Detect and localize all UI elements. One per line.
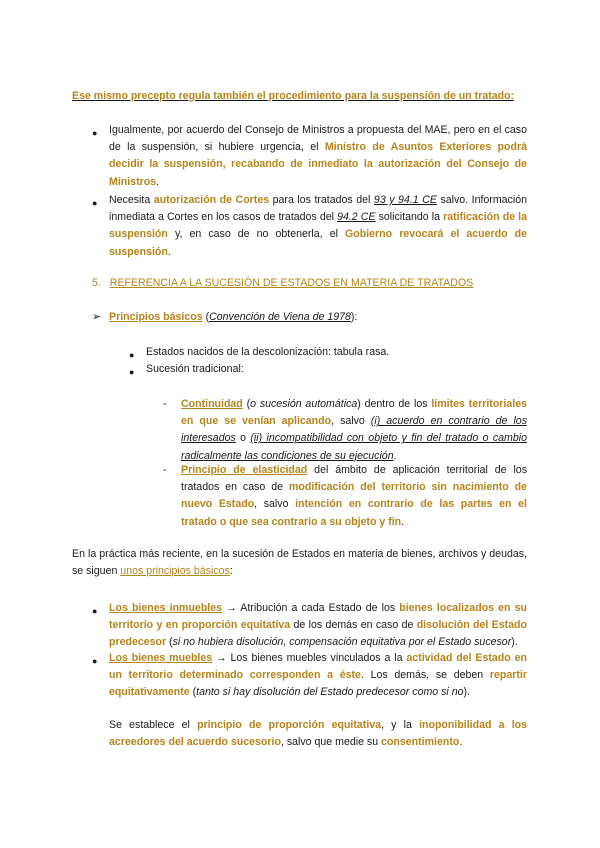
list-item-sucesion-tradicional: Sucesión tradicional: — [146, 363, 244, 375]
bullet-icon: ● — [92, 606, 98, 616]
bullet-icon: ● — [92, 128, 98, 138]
bullet-icon: ● — [129, 367, 135, 377]
list-item-bienes-inmuebles: Los bienes inmuebles → Atribución a cada Estado de los bienes localizados en su territorio y en proporción equitativa de los demás en caso de disolución del Estado predecesor (si no hubiera disolución, compensación equitativa por el Estado sucesor). — [109, 602, 528, 649]
heading-text: Ese mismo precepto regula también el procedimiento para la suspensión de un tratado: — [72, 90, 515, 102]
paragraph-practica-reciente: En la práctica más reciente, en la sucesión de Estados en materia de bienes, archivos y deudas, se siguen unos principios básicos: — [72, 548, 527, 578]
bullet-icon: ● — [129, 350, 135, 360]
arrow-bullet-icon: ➢ — [92, 311, 102, 323]
section-5-heading — [92, 275, 532, 292]
dash-item-continuidad: Continuidad (o sucesión automática) dentro de los límites territoriales en que se venían aplicando, salvo (i) acuerdo en contrario de los interesados o (ii) incompatibilidad con objeto y fin del tratado o cambio radicalmente las condiciones de su ejecución. — [181, 398, 527, 462]
list-item-suspension-2: Necesita autorización de Cortes para los tratados del 93 y 94.1 CE salvo. Información inmediata a Cortes en los casos de tratados del 94.2 CE solicitando la ratificación de la suspensión y, en caso de no obtenerla, el Gobierno revocará el acuerdo de suspensión. — [109, 194, 528, 258]
list-item-descolonizacion: Estados nacidos de la descolonización: tabula rasa. — [146, 346, 390, 358]
section-title: REFERENCIA A LA SUCESIÓN DE ESTADOS EN MATERIA DE TRATADOS — [109, 277, 474, 289]
section-number: 5. — [92, 277, 101, 289]
bullet-icon: ● — [92, 656, 98, 666]
bullet-icon: ● — [92, 198, 98, 208]
list-item-suspension-1: Igualmente, por acuerdo del Consejo de Ministros a propuesta del MAE, pero en el caso de la suspensión, si hubiere urgencia, el Ministro de Asuntos Exteriores podrá decidir la suspensión, recabando de inmediato la autorización del Consejo de Ministros. — [109, 124, 527, 188]
dash-marker: - — [163, 398, 167, 410]
heading-suspension — [72, 88, 532, 105]
paragraph-proporcion-equitativa: Se establece el principio de proporción equitativa, y la inoponibilidad a los acreedores del acuerdo sucesorio, salvo que medie su consentimiento. — [109, 719, 527, 749]
dash-item-elasticidad: Principio de elasticidad del ámbito de aplicación territorial de los tratados en caso de modificación del territorio sin nacimiento de nuevo Estado, salvo intención en contrario de las partes en el tratado o que sea contrario a su objeto y fin. — [181, 464, 528, 528]
dash-marker: - — [163, 464, 167, 476]
principios-basicos-item: Principios básicos (Convención de Viena de 1978): — [109, 311, 358, 323]
list-item-bienes-muebles: Los bienes muebles → Los bienes muebles vinculados a la actividad del Estado en un territorio determinado corresponden a éste. Los demás, se deben repartir equitativamente (tanto si hay disolución del Estado predecesor como si no). — [109, 652, 527, 699]
